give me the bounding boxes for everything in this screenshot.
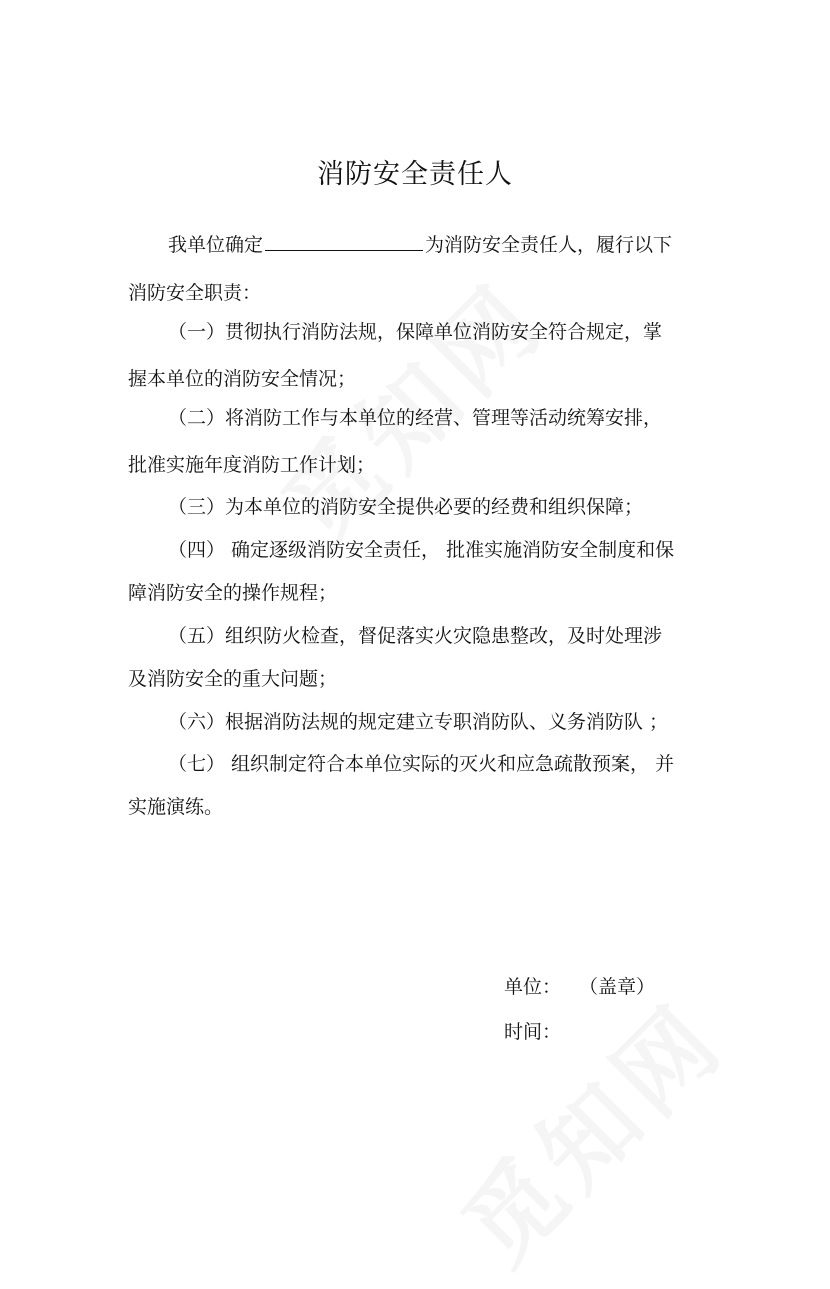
seal-label: （盖章） (579, 976, 656, 998)
signature-unit (504, 972, 655, 999)
intro-line (168, 231, 672, 259)
name-blank-field[interactable] (265, 231, 423, 251)
duty-item-5-line-2: 及消防安全的重大问题； (128, 668, 338, 690)
duty-item-7-line-1: （七） 组织制定符合本单位实际的灭火和应急疏散预案， 并 (168, 753, 675, 775)
duty-item-3-line-1: （三）为本单位的消防安全提供必要的经费和组织保障； (168, 496, 644, 518)
watermark (428, 968, 750, 1289)
intro-line-2: 消防安全职责： (128, 282, 262, 304)
duty-item-4-line-1: （四） 确定逐级消防安全责任， 批准实施消防安全制度和保 (168, 539, 675, 561)
duty-item-6-line-1: （六）根据消防法规的规定建立专职消防队、义务消防队 ； (168, 711, 669, 733)
duty-item-4-line-2: 障消防安全的操作规程； (128, 582, 338, 604)
duty-item-1-line-2: 握本单位的消防安全情况； (128, 368, 357, 390)
duty-item-1-line-1: （一）贯彻执行消防法规，保障单位消防安全符合规定，掌 (168, 321, 663, 343)
signature-time (504, 1017, 561, 1044)
intro-prefix: 我单位确定 (168, 234, 264, 256)
duty-item-7-line-2: 实施演练。 (128, 796, 224, 818)
document-title: 消防安全责任人 (317, 159, 513, 190)
time-label: 时间： (504, 1021, 562, 1043)
unit-label: 单位： (504, 976, 562, 998)
duty-item-2-line-1: （二）将消防工作与本单位的经营、管理等活动统筹安排， (168, 407, 663, 429)
duty-item-2-line-2: 批准实施年度消防工作计划； (128, 454, 376, 476)
intro-suffix: 为消防安全责任人，履行以下 (425, 234, 673, 256)
duty-item-5-line-1: （五）组织防火检查，督促落实火灾隐患整改，及时处理涉 (168, 625, 663, 647)
